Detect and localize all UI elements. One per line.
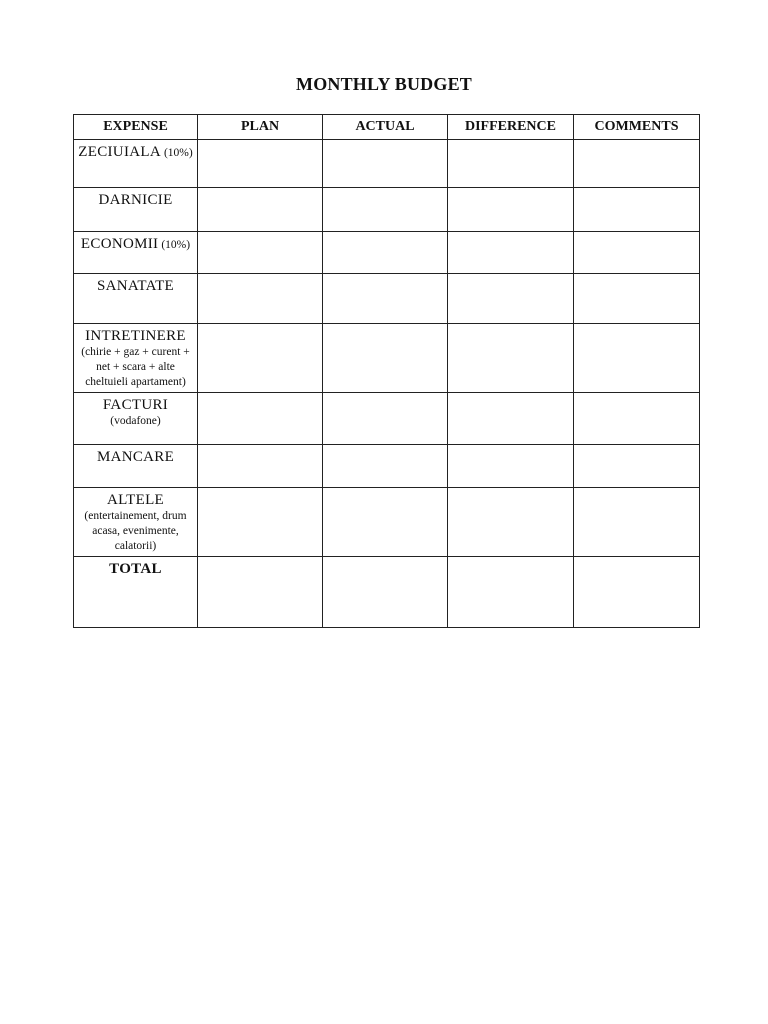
table-row [74,445,700,488]
plan-cell[interactable] [198,445,323,488]
difference-cell[interactable] [448,445,574,488]
expense-label-cell [74,140,198,188]
difference-cell[interactable] [448,488,574,557]
actual-cell[interactable] [323,188,448,232]
actual-cell[interactable] [323,232,448,274]
header-difference: DIFFERENCE [448,115,574,140]
actual-cell[interactable] [323,445,448,488]
expense-label-cell [74,274,198,324]
page-title: MONTHLY BUDGET [296,74,472,94]
plan-cell[interactable] [198,324,323,393]
actual-cell[interactable] [323,274,448,324]
comments-cell[interactable] [574,232,700,274]
expense-label-cell [74,232,198,274]
expense-label: ECONOMII [80,236,159,252]
comments-cell[interactable] [574,488,700,557]
expense-label: INTRETINERE [85,328,186,344]
table-row [74,140,700,188]
comments-total-cell[interactable] [574,557,700,628]
expense-label-cell [74,488,198,557]
total-label-cell [74,557,198,628]
comments-cell[interactable] [574,140,700,188]
table-row [74,232,700,274]
expense-note: (entertainement, drum acasa, evenimente, calatorii) [84,510,187,552]
table-row [74,557,700,628]
difference-total-cell[interactable] [448,557,574,628]
expense-label-cell [74,188,198,232]
expense-note: (chirie + gaz + curent + net + scara + alte cheltuieli apartament) [81,346,190,388]
header-actual: ACTUAL [323,115,448,140]
actual-cell[interactable] [323,140,448,188]
actual-cell[interactable] [323,324,448,393]
difference-cell[interactable] [448,274,574,324]
expense-label: ALTELE [106,492,165,508]
expense-label-cell [74,445,198,488]
actual-cell[interactable] [323,393,448,445]
comments-cell[interactable] [574,324,700,393]
expense-label: SANATATE [96,278,175,294]
expense-note: (vodafone) [110,415,161,427]
difference-cell[interactable] [448,324,574,393]
expense-label-cell [74,393,198,445]
table-row [74,324,700,393]
plan-cell[interactable] [198,274,323,324]
total-label: TOTAL [109,561,162,577]
expense-label: FACTURI [102,397,169,413]
header-comments: COMMENTS [574,115,700,140]
plan-cell[interactable] [198,393,323,445]
expense-label: DARNICIE [98,192,173,208]
expense-note: (10%) [163,147,193,159]
expense-label: MANCARE [96,449,175,465]
expense-label: ZECIUIALA [78,144,161,160]
actual-cell[interactable] [323,488,448,557]
header-expense: EXPENSE [74,115,198,140]
expense-note: (10%) [161,239,191,251]
comments-cell[interactable] [574,445,700,488]
actual-total-cell[interactable] [323,557,448,628]
plan-cell[interactable] [198,232,323,274]
budget-table [73,114,700,628]
comments-cell[interactable] [574,274,700,324]
difference-cell[interactable] [448,393,574,445]
difference-cell[interactable] [448,232,574,274]
header-row [74,115,700,140]
comments-cell[interactable] [574,393,700,445]
table-row [74,393,700,445]
table-row [74,188,700,232]
difference-cell[interactable] [448,188,574,232]
plan-cell[interactable] [198,188,323,232]
difference-cell[interactable] [448,140,574,188]
table-row [74,488,700,557]
plan-total-cell[interactable] [198,557,323,628]
plan-cell[interactable] [198,140,323,188]
header-plan: PLAN [198,115,323,140]
expense-label-cell [74,324,198,393]
plan-cell[interactable] [198,488,323,557]
comments-cell[interactable] [574,188,700,232]
table-row [74,274,700,324]
